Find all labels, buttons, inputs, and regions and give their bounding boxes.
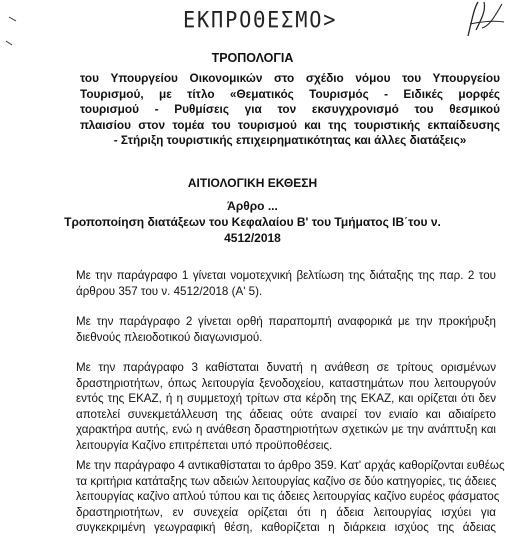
document-title: ΤΡΟΠΟΛΟΓΙΑ [211, 51, 294, 65]
subject-line: πλαισίου στον τομέα του τουρισμού και της τουριστικής εκπαίδευσης [80, 117, 500, 132]
paragraph-line: Με την παράγραφο 3 καθίσταται δυνατή η ανάθεση σε τρίτους ορισμένων [76, 361, 496, 374]
paragraph [76, 314, 496, 345]
paragraph-line: λειτουργία Καζίνο επιτρέπεται υπό προϋποθέσεις. [76, 438, 333, 452]
paragraph-line: λειτουργίας καζίνο απλού τύπου και τις άδειες λειτουργίας καζίνο ευρέος φάσματος [76, 490, 500, 503]
amendment-line: Τροποποίηση διατάξεων του Κεφαλαίου Β' του Τμήματος ΙΒ΄του ν. [64, 215, 441, 229]
paragraph-line: διεθνούς πλειοδοτικού διαγωνισμού. [76, 330, 263, 344]
paragraph-line: εντός της ΕΚΑΖ, ή η συμμετοχή τρίτων στα κέρδη της ΕΚΑΖ, και ορίζεται ότι δεν [76, 392, 496, 405]
article-heading: Άρθρο ... [227, 199, 278, 213]
paragraph [76, 360, 496, 453]
paragraph-line: τα κριτήρια κατάταξης των αδειών λειτουργίας καζίνο σε δύο κατηγορίες, τις άδειες [76, 474, 497, 488]
paragraph-line: συγκεκριμένη γεωγραφική θέση, καθορίζεται η διάρκεια ισχύος της άδειας [76, 521, 496, 534]
paragraph-line: άρθρου 357 του ν. 4512/2018 (Α' 5). [76, 284, 263, 298]
paragraph [76, 268, 496, 299]
paragraph-line: δραστηριοτήτων, όπως λειτουργία ξενοδοχείου, καταστημάτων που λειτουργούν [76, 376, 496, 390]
paragraph-line: αποτελεί συνεκμετάλλευση της άδειας ούτε αναιρεί τον ενιαίο και αδιαίρετο [76, 407, 496, 421]
subject-line: τουρισμού - Ρυθμίσεις για τον εκσυγχρονισμό του θεσμικού [80, 102, 500, 116]
punch-mark [8, 16, 18, 22]
paragraph-line: Με την παράγραφο 1 γίνεται νομοτεχνική βελτίωση της διάταξης της παρ. 2 του [76, 269, 496, 282]
handwritten-signature [462, 0, 505, 40]
subject-line: του Υπουργείου Οικονομικών στο σχέδιο νόμου του Υπουργείου [80, 71, 500, 85]
paragraph-line: χαρακτήρα αυτής, ενώ η ανάθεση δραστηριοτήτων σχετικών με την ανάπτυξη και [76, 423, 496, 436]
punch-mark [5, 40, 13, 46]
subject-line: Τουρισμού, με τίτλο «Θεματικός Τουρισμός - Ειδικές μορφές [80, 86, 500, 101]
late-submission-stamp: ΕΚΠΡΟΘΕΣΜΟ> [183, 8, 338, 33]
subject-line: - Στήριξη τουριστικής επιχειρηματικότητας και άλλες διατάξεις» [113, 133, 467, 147]
amendment-subject [80, 71, 500, 149]
paragraph-line: δραστηριοτήτων, εν συνεχεία ορίζεται ότι η άδεια λειτουργίας ισχύει για [76, 505, 496, 519]
amendment-line: 4512/2018 [224, 231, 281, 245]
paragraph-line: Με την παράγραφο 2 γίνεται ορθή παραπομπή αναφορικά με την προκήρυξη [76, 315, 496, 328]
paragraph-line: Με την παράγραφο 4 αντικαθίσταται το άρθρο 359. Κατ' αρχάς καθορίζονται ευθέως [76, 459, 505, 472]
report-title: ΑΙΤΙΟΛΟΓΙΚΗ ΕΚΘΕΣΗ [187, 176, 318, 190]
paragraph [76, 458, 505, 536]
